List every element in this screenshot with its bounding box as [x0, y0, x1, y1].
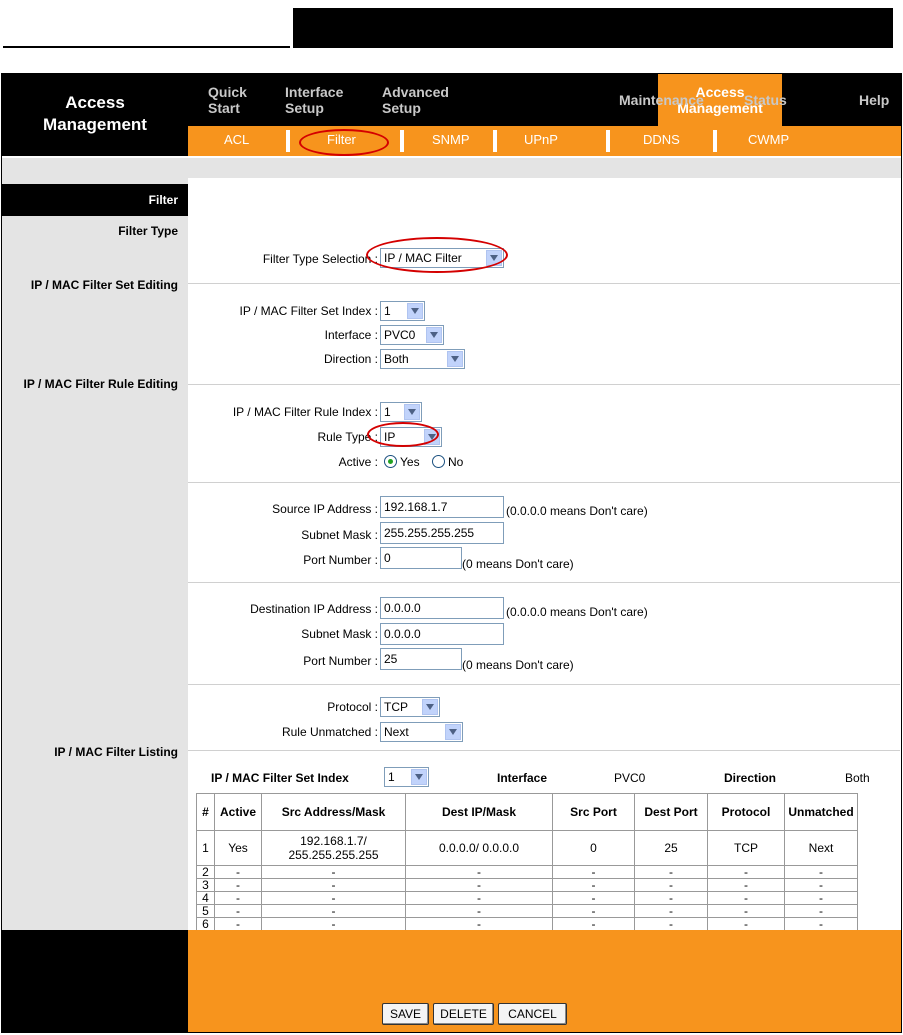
submenu-acl[interactable]: ACL — [224, 132, 250, 147]
table-cell: TCP — [708, 831, 785, 866]
table-cell: - — [708, 879, 785, 892]
interface-label: Interface : — [324, 328, 378, 342]
table-row — [197, 905, 858, 918]
page-title-line2: Management — [43, 115, 147, 134]
menu-label: Quick — [208, 84, 247, 100]
table-cell: - — [708, 918, 785, 931]
table-cell: - — [262, 892, 406, 905]
menu-maintenance[interactable]: Maintenance — [619, 92, 704, 108]
chevron-down-icon — [404, 404, 420, 420]
dest-mask-label: Subnet Mask : — [301, 627, 378, 641]
divider — [188, 684, 900, 685]
table-cell: - — [708, 905, 785, 918]
table-row — [197, 879, 858, 892]
table-cell: - — [553, 892, 635, 905]
menu-label: Advanced — [382, 84, 449, 100]
submenu-divider — [713, 130, 717, 152]
column-header: Active — [215, 794, 262, 831]
table-cell: - — [785, 918, 858, 931]
direction-select[interactable] — [380, 349, 465, 369]
table-cell: - — [553, 918, 635, 931]
table-cell: - — [635, 879, 708, 892]
listing-interface-label: Interface — [497, 771, 548, 785]
menu-label: Interface — [285, 84, 344, 100]
section-filter-header: Filter — [2, 184, 188, 216]
table-cell: 4 — [197, 892, 215, 905]
source-port-label: Port Number : — [303, 553, 378, 567]
column-header: Dest Port — [635, 794, 708, 831]
select-value: PVC0 — [384, 328, 416, 342]
submenu-divider — [400, 130, 404, 152]
listing-direction-label: Direction — [724, 771, 777, 785]
menu-label: Setup — [382, 100, 421, 116]
set-index-label: IP / MAC Filter Set Index : — [239, 304, 378, 318]
table-cell: - — [708, 866, 785, 879]
unmatched-label: Rule Unmatched : — [281, 725, 378, 739]
menu-label: Setup — [285, 100, 324, 116]
table-cell: - — [635, 918, 708, 931]
submenu-upnp[interactable]: UPnP — [524, 132, 558, 147]
table-cell: - — [785, 879, 858, 892]
chevron-down-icon — [422, 699, 438, 715]
main-menu — [188, 74, 901, 126]
table-cell: 192.168.1.7/ 255.255.255.255 — [262, 831, 406, 866]
listing-set-index-label: IP / MAC Filter Set Index — [211, 771, 349, 785]
table-cell: - — [406, 918, 553, 931]
footer-left — [2, 930, 188, 1032]
table-row — [197, 918, 858, 931]
table-cell: - — [262, 866, 406, 879]
save-button[interactable]: SAVE — [382, 1003, 429, 1025]
section-set-editing: IP / MAC Filter Set Editing — [30, 278, 178, 292]
active-label: Active : — [338, 455, 378, 469]
table-row — [197, 831, 858, 866]
section-rule-editing: IP / MAC Filter Rule Editing — [23, 377, 178, 391]
table-cell: - — [635, 892, 708, 905]
table-cell: - — [262, 918, 406, 931]
column-header: Dest IP/Mask — [406, 794, 553, 831]
table-cell: - — [406, 866, 553, 879]
column-header: Src Address/Mask — [262, 794, 406, 831]
dest-port-label: Port Number : — [303, 654, 378, 668]
table-header-row — [197, 794, 858, 831]
listing-direction-value: Both — [845, 771, 870, 785]
rule-index-select[interactable] — [380, 402, 422, 422]
dest-mask-input[interactable]: 0.0.0.0 — [380, 623, 504, 645]
dest-port-note: (0 means Don't care) — [462, 658, 574, 672]
table-cell: - — [406, 892, 553, 905]
divider — [188, 384, 900, 385]
listing-set-index-select[interactable] — [384, 767, 429, 787]
divider — [188, 482, 900, 483]
submenu-divider — [606, 130, 610, 152]
rule-index-label: IP / MAC Filter Rule Index : — [232, 405, 378, 419]
rule-type-label: Rule Type : — [317, 430, 378, 444]
select-value: TCP — [384, 700, 408, 714]
dest-ip-note: (0.0.0.0 means Don't care) — [506, 605, 648, 619]
column-header: Unmatched — [785, 794, 858, 831]
table-cell: - — [785, 892, 858, 905]
table-cell: - — [215, 866, 262, 879]
chevron-down-icon — [411, 769, 427, 785]
highlight-oval — [366, 237, 508, 273]
active-yes-label: Yes — [400, 455, 420, 469]
source-mask-input[interactable]: 255.255.255.255 — [380, 522, 504, 544]
header-strip — [2, 158, 901, 178]
menu-advanced-setup[interactable] — [382, 74, 449, 126]
unmatched-select[interactable] — [380, 722, 463, 742]
protocol-select[interactable] — [380, 697, 440, 717]
table-cell: 2 — [197, 866, 215, 879]
source-port-note: (0 means Don't care) — [462, 557, 574, 571]
column-header: Protocol — [708, 794, 785, 831]
menu-interface-setup[interactable] — [285, 74, 343, 126]
dest-ip-label: Destination IP Address : — [250, 602, 378, 616]
submenu-ddns[interactable]: DDNS — [643, 132, 680, 147]
table-cell: 25 — [635, 831, 708, 866]
filter-type-label: Filter Type Selection : — [262, 252, 378, 266]
table-row — [197, 892, 858, 905]
delete-button[interactable]: DELETE — [433, 1003, 494, 1025]
section-filter-type: Filter Type — [118, 224, 178, 238]
table-cell: - — [553, 879, 635, 892]
table-cell: - — [262, 905, 406, 918]
page-title-line1: Access — [65, 93, 125, 112]
banner-right — [293, 8, 895, 48]
table-cell: - — [215, 918, 262, 931]
cancel-button[interactable]: CANCEL — [498, 1003, 567, 1025]
dest-ip-input[interactable]: 0.0.0.0 — [380, 597, 504, 619]
chevron-down-icon — [445, 724, 461, 740]
listing-interface-value: PVC0 — [614, 771, 646, 785]
table-cell: 5 — [197, 905, 215, 918]
table-cell: - — [215, 905, 262, 918]
table-cell: - — [406, 879, 553, 892]
active-no-radio[interactable] — [432, 455, 445, 468]
select-value: IP / MAC Filter — [384, 251, 462, 265]
table-cell: 3 — [197, 879, 215, 892]
divider — [188, 750, 900, 751]
table-cell: - — [635, 866, 708, 879]
submenu-snmp[interactable]: SNMP — [432, 132, 470, 147]
table-cell: - — [406, 905, 553, 918]
table-cell: - — [785, 905, 858, 918]
select-value: 1 — [388, 770, 395, 784]
submenu-divider — [286, 130, 290, 152]
set-index-select[interactable] — [380, 301, 425, 321]
menu-help[interactable]: Help — [859, 92, 890, 108]
protocol-label: Protocol : — [327, 700, 378, 714]
table-cell: 1 — [197, 831, 215, 866]
active-no-label: No — [448, 455, 464, 469]
active-yes-radio[interactable] — [384, 455, 397, 468]
submenu-divider — [493, 130, 497, 152]
source-mask-label: Subnet Mask : — [301, 528, 378, 542]
menu-quick-start[interactable] — [208, 74, 247, 126]
divider — [188, 582, 900, 583]
table-cell: - — [553, 905, 635, 918]
menu-label: Start — [208, 100, 240, 116]
top-banner — [3, 8, 895, 48]
chevron-down-icon — [407, 303, 423, 319]
table-cell: - — [785, 866, 858, 879]
source-ip-note: (0.0.0.0 means Don't care) — [506, 504, 648, 518]
source-ip-label: Source IP Address : — [272, 502, 378, 516]
table-cell: - — [635, 905, 708, 918]
page-title — [2, 74, 188, 156]
table-cell: 6 — [197, 918, 215, 931]
divider — [188, 283, 900, 284]
table-cell: Next — [785, 831, 858, 866]
select-value: 1 — [384, 304, 391, 318]
table-cell: - — [215, 892, 262, 905]
section-listing: IP / MAC Filter Listing — [54, 745, 178, 759]
table-cell: - — [553, 866, 635, 879]
chevron-down-icon — [447, 351, 463, 367]
source-ip-input[interactable]: 192.168.1.7 — [380, 496, 504, 518]
table-cell: - — [708, 892, 785, 905]
select-value: Both — [384, 352, 409, 366]
banner-left — [3, 8, 290, 48]
column-header: # — [197, 794, 215, 831]
menu-status[interactable]: Status — [744, 92, 787, 108]
submenu-cwmp[interactable]: CWMP — [748, 132, 790, 147]
menu-label: Management — [677, 100, 763, 116]
table-cell: Yes — [215, 831, 262, 866]
menu-label: Access — [695, 84, 745, 100]
select-value: IP — [384, 430, 396, 444]
table-cell: - — [262, 879, 406, 892]
select-value: 1 — [384, 405, 391, 419]
submenu — [188, 126, 901, 156]
source-port-input[interactable]: 0 — [380, 547, 462, 569]
table-row — [197, 866, 858, 879]
chevron-down-icon — [426, 327, 442, 343]
table-cell: 0.0.0.0/ 0.0.0.0 — [406, 831, 553, 866]
table-cell: 0 — [553, 831, 635, 866]
table-cell: - — [215, 879, 262, 892]
direction-label: Direction : — [323, 352, 378, 366]
column-header: Src Port — [553, 794, 635, 831]
highlight-oval — [367, 422, 439, 447]
filter-listing-table — [196, 793, 858, 931]
dest-port-input[interactable]: 25 — [380, 648, 462, 670]
interface-select[interactable] — [380, 325, 444, 345]
highlight-oval — [299, 129, 389, 156]
submenu-filter[interactable]: Filter — [327, 132, 356, 147]
select-value: Next — [384, 725, 409, 739]
